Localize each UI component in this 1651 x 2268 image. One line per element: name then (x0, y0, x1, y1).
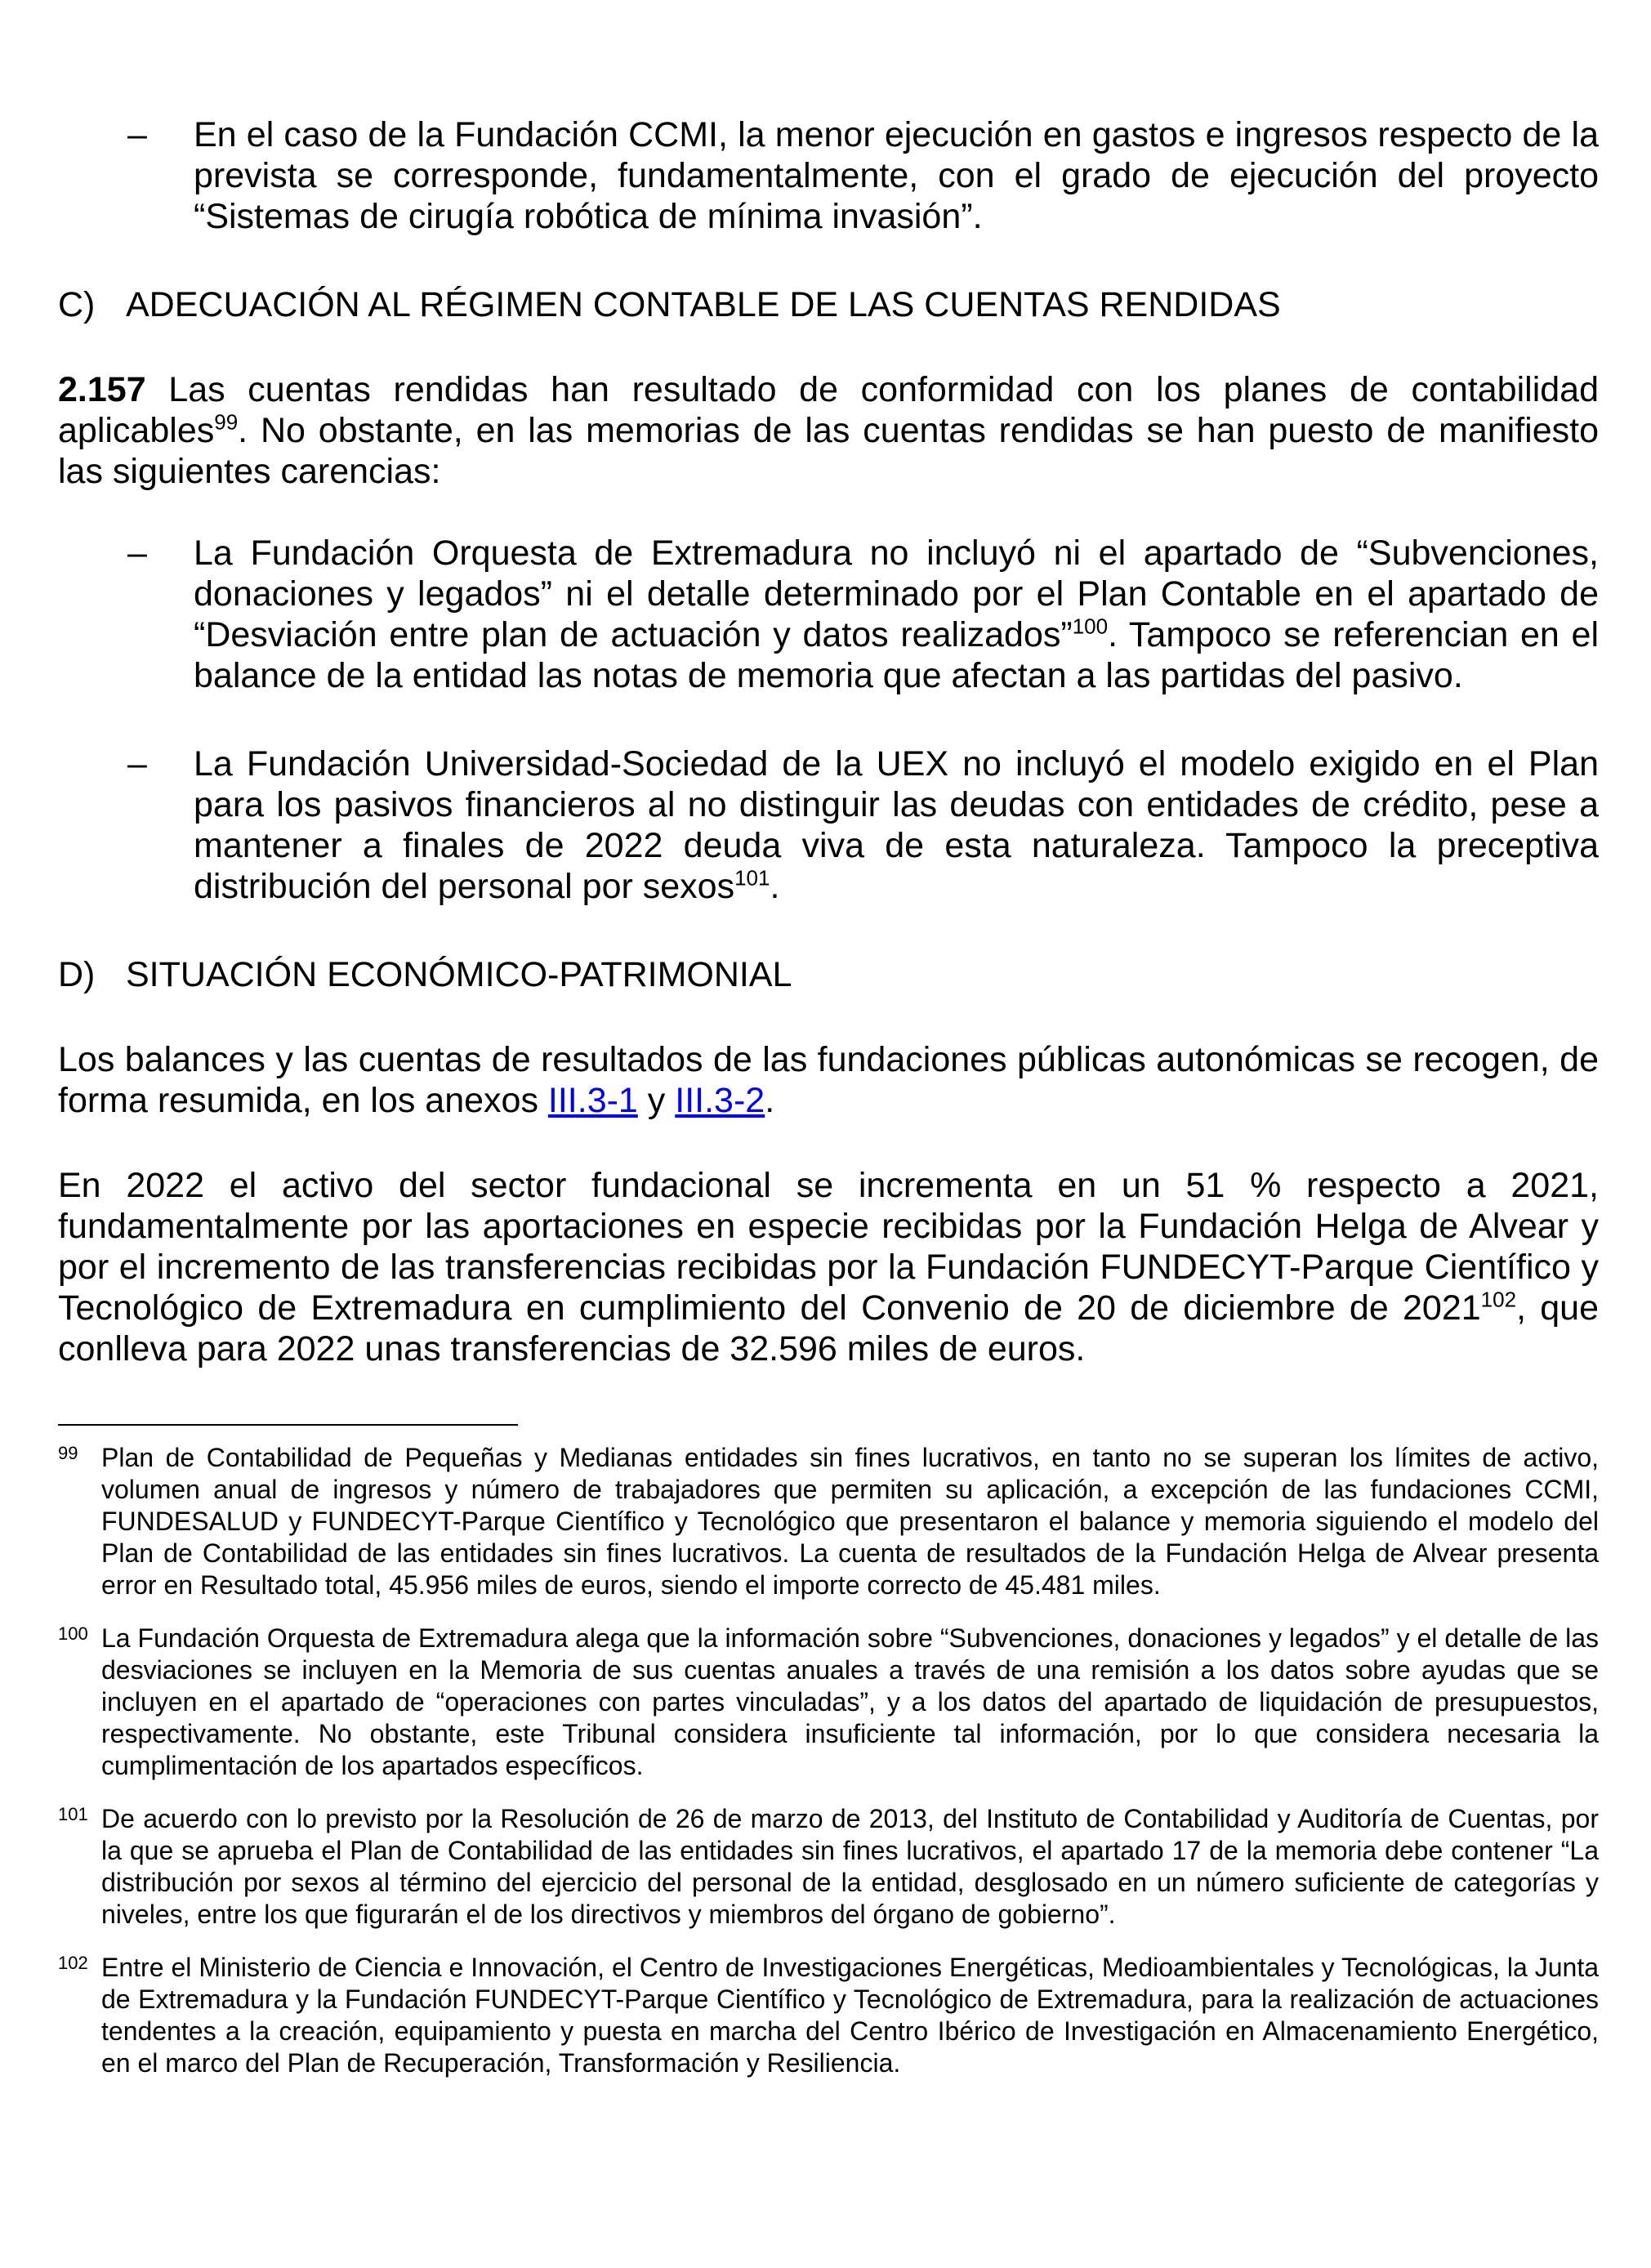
bullet-ccmi (58, 114, 1599, 237)
bullet-dash: – (127, 115, 147, 154)
section-c-heading (58, 284, 1599, 325)
footnote-text: Plan de Contabilidad de Pequeñas y Medianas entidades sin fines lucrativos, en tanto no se superan los límites de activo, volumen anual de ingresos y número de trabajadores que permiten su aplicación, a excepción de las fundaciones CCMI, FUNDESALUD y FUNDECYT-Parque Científico y Tecnológico que presentaron el balance y memoria siguiendo el modelo del Plan de Contabilidad de las entidades sin fines lucrativos. La cuenta de resultados de la Fundación Helga de Alvear presenta error en Resultado total, 45.956 miles de euros, siendo el importe correcto de 45.481 miles. (101, 1443, 1599, 1600)
section-letter: C) (58, 285, 96, 324)
annex-link-iii-3-2[interactable]: III.3-2 (675, 1081, 765, 1120)
footnotes-section (58, 1442, 1599, 2101)
footnote-number: 99 (58, 1443, 78, 1463)
paragraph-2022 (58, 1165, 1599, 1369)
bullet-dash: – (127, 534, 147, 573)
footnote-100 (58, 1623, 1599, 1782)
footnote-ref-101[interactable]: 101 (734, 865, 770, 891)
footnote-text: Entre el Ministerio de Ciencia e Innovación, el Centro de Investigaciones Energéticas, Medioambientales y Tecnológicas, la Junta de Extremadura y la Fundación FUNDECYT-Parque Científico y Tecnológico de Extremadura, para la realización de actuaciones tendentes a la creación, equipamiento y puesta en marcha del Centro Ibérico de Investigación en Almacenamiento Energético, en el marco del Plan de Recuperación, Transformación y Resiliencia. (101, 1953, 1599, 2078)
bullet-text: . Tampoco se referencian en el balance de la entidad las notas de memoria que afectan a las partidas del pasivo. (194, 615, 1600, 695)
bullet-uex (58, 743, 1599, 907)
bullet-text: La Fundación Universidad-Sociedad de la UEX no incluyó el modelo exigido en el Plan para los pasivos financieros al no distinguir las deudas con entidades de crédito, pese a mantener a finales de 2022 deuda viva de esta naturaleza. Tampoco la preceptiva distribución del personal por sexos (194, 744, 1599, 906)
footnote-102 (58, 1952, 1599, 2079)
footnote-number: 102 (58, 1953, 88, 1973)
paragraph-2157 (58, 369, 1599, 492)
paragraph-balances (58, 1039, 1599, 1121)
bullet-dash: – (127, 744, 147, 784)
section-title: SITUACIÓN ECONÓMICO-PATRIMONIAL (126, 955, 792, 994)
footnote-number: 100 (58, 1623, 88, 1644)
annex-link-iii-3-1[interactable]: III.3-1 (547, 1081, 638, 1120)
section-title: ADECUACIÓN AL RÉGIMEN CONTABLE DE LAS CUENTAS RENDIDAS (126, 285, 1281, 324)
section-letter: D) (58, 955, 96, 994)
paragraph-text-part: En 2022 el activo del sector fundacional se incrementa en un 51 % respecto a 2021, fundamentalmente por las aportaciones en especie recibidas por la Fundación Helga de Alvear y por el incremento de las transferencias recibidas por la Fundación FUNDECYT-Parque Científico y Tecnológico de Extremadura en cumplimiento del Convenio de 20 de diciembre de 2021 (58, 1166, 1599, 1328)
paragraph-text-part: . No obstante, en las memorias de las cuentas rendidas se han puesto de manifiesto las siguientes carencias: (58, 411, 1599, 491)
bullet-orquesta (58, 533, 1599, 696)
bullet-text: . (770, 867, 780, 906)
footnote-text: De acuerdo con lo previsto por la Resolución de 26 de marzo de 2013, del Instituto de Contabilidad y Auditoría de Cuentas, por la que se aprueba el Plan de Contabilidad de las entidades sin fines lucrativos, el apartado 17 de la memoria debe contener “La distribución por sexos al término del ejercicio del personal de la entidad, desglosado en un número suficiente de categorías y niveles, entre los que figurarán el de los directivos y miembros del órgano de gobierno”. (101, 1804, 1599, 1929)
document-body (58, 114, 1599, 1369)
footnote-ref-100[interactable]: 100 (1072, 614, 1109, 639)
footnote-separator (58, 1424, 518, 1426)
footnote-ref-99[interactable]: 99 (214, 409, 239, 435)
paragraph-text-part: Los balances y las cuentas de resultados de las fundaciones públicas autonómicas se recogen, de forma resumida, en los anexos (58, 1040, 1599, 1120)
paragraph-text-part: Las cuentas rendidas han resultado de conformidad con los planes de contabilidad aplicables (58, 370, 1599, 450)
footnote-ref-102[interactable]: 102 (1480, 1287, 1517, 1312)
footnote-101 (58, 1803, 1599, 1931)
paragraph-text-part: y (637, 1081, 676, 1120)
bullet-text: En el caso de la Fundación CCMI, la menor ejecución en gastos e ingresos respecto de la prevista se corresponde, fundamentalmente, con el grado de ejecución del proyecto “Sistemas de cirugía robótica de mínima invasión”. (194, 115, 1599, 236)
footnote-number: 101 (58, 1804, 88, 1824)
paragraph-text-part: . (765, 1081, 775, 1120)
section-d-heading (58, 954, 1599, 995)
footnote-99 (58, 1442, 1599, 1601)
bullet-text: La Fundación Orquesta de Extremadura no incluyó ni el apartado de “Subvenciones, donaciones y legados” ni el detalle determinado por el Plan Contable en el apartado de “Desviación entre plan de actuación y datos realizados” (194, 534, 1599, 654)
paragraph-number: 2.157 (58, 370, 146, 409)
footnote-text: La Fundación Orquesta de Extremadura alega que la información sobre “Subvenciones, donaciones y legados” y el detalle de las desviaciones se incluyen en la Memoria de sus cuentas anuales a través de una remisión a los datos sobre ayudas que se incluyen en el apartado de “operaciones con partes vinculadas”, y a los datos del apartado de liquidación de presupuestos, respectivamente. No obstante, este Tribunal considera insuficiente tal información, por lo que considera necesaria la cumplimentación de los apartados específicos. (101, 1623, 1599, 1780)
paragraph-text-part: , que conlleva para 2022 unas transferencias de 32.596 miles de euros. (58, 1288, 1600, 1368)
